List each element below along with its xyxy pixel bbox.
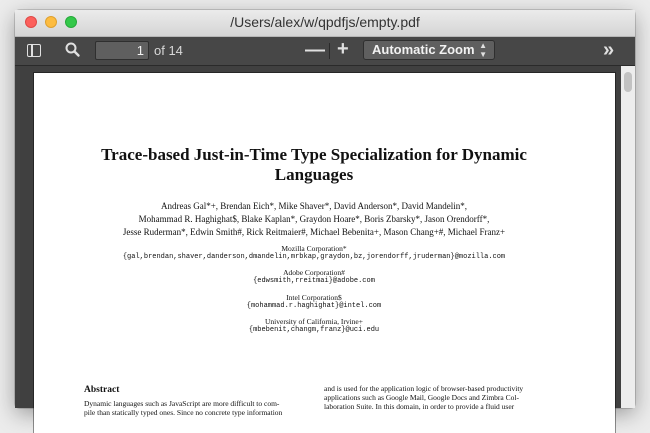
affiliation-emails: {edwsmith,rreitmai}@adobe.com (253, 277, 375, 285)
page-count-label: of 14 (154, 43, 183, 58)
page-number-input[interactable]: 1 (95, 41, 149, 60)
document-viewer[interactable] (15, 66, 635, 417)
affiliation-name: Mozilla Corporation* (281, 244, 347, 253)
search-icon[interactable] (63, 40, 83, 60)
zoom-select[interactable] (363, 40, 495, 60)
abstract-right-column (324, 384, 544, 411)
pdf-page (34, 73, 615, 433)
affiliation-emails: {mohammad.r.haghighat}@intel.com (246, 302, 382, 310)
author-line: Andreas Gal*+, Brendan Eich*, Mike Shaver*, David Anderson*, David Mandelin*, (160, 201, 467, 211)
affiliation-name: University of California, Irvine+ (265, 317, 363, 326)
author-line: Mohammad R. Haghighat$, Blake Kaplan*, Graydon Hoare*, Boris Zbarsky*, Jason Orendorff*, (138, 214, 490, 224)
abstract-heading: Abstract (84, 385, 120, 395)
zoom-out-button[interactable]: — (305, 39, 325, 61)
select-arrows-icon: ▲ ▼ (479, 41, 487, 59)
zoom-select-value: Automatic Zoom (372, 42, 475, 57)
affiliation-mozilla (74, 244, 554, 262)
affiliation-adobe (74, 268, 554, 286)
text-line: pile than statically typed ones. Since no concrete type information (84, 408, 283, 417)
secondary-toolbar-toggle-button[interactable] (603, 38, 608, 62)
toolbar-divider (329, 43, 330, 59)
paper-title: Trace-based Just-in-Time Type Specialization for Dynamic Languages (101, 145, 527, 184)
toolbar (15, 37, 635, 66)
abstract-left-column (84, 399, 304, 417)
sidebar-toggle-icon[interactable] (27, 44, 41, 57)
author-line: Jesse Ruderman*, Edwin Smith#, Rick Reitmaier#, Michael Bebenita+, Mason Chang+#, Michael Franz+ (122, 227, 506, 237)
window-title: /Users/alex/w/qpdfjs/empty.pdf (230, 14, 420, 30)
affiliation-uci (74, 317, 554, 335)
magnifier-icon (63, 40, 83, 60)
affiliation-emails: {gal,brendan,shaver,danderson,dmandelin,mrbkap,graydon,bz,jorendorff,jruderman}@mozilla.com (122, 253, 506, 261)
vertical-scrollbar[interactable] (621, 66, 635, 408)
affiliation-name: Adobe Corporation# (283, 268, 345, 277)
affiliation-emails: {mbebenit,changm,franz}@uci.edu (248, 326, 380, 334)
text-line: applications such as Google Mail, Google Docs and Zimbra Col- (324, 393, 519, 402)
text-line: and is used for the application logic of browser-based productivity (324, 384, 524, 393)
double-chevron-right-icon: » (603, 39, 609, 61)
affiliation-name: Intel Corporation$ (286, 293, 342, 302)
text-line: laboration Suite. In this domain, in order to provide a fluid user (324, 402, 515, 411)
affiliation-intel (74, 293, 554, 311)
title-bar[interactable] (15, 10, 635, 37)
author-list (74, 200, 554, 239)
text-line: Dynamic languages such as JavaScript are more difficult to com- (84, 399, 280, 408)
zoom-in-button[interactable]: + (337, 38, 349, 60)
pdf-viewer-window (15, 10, 635, 417)
scrollbar-thumb[interactable] (624, 72, 632, 92)
